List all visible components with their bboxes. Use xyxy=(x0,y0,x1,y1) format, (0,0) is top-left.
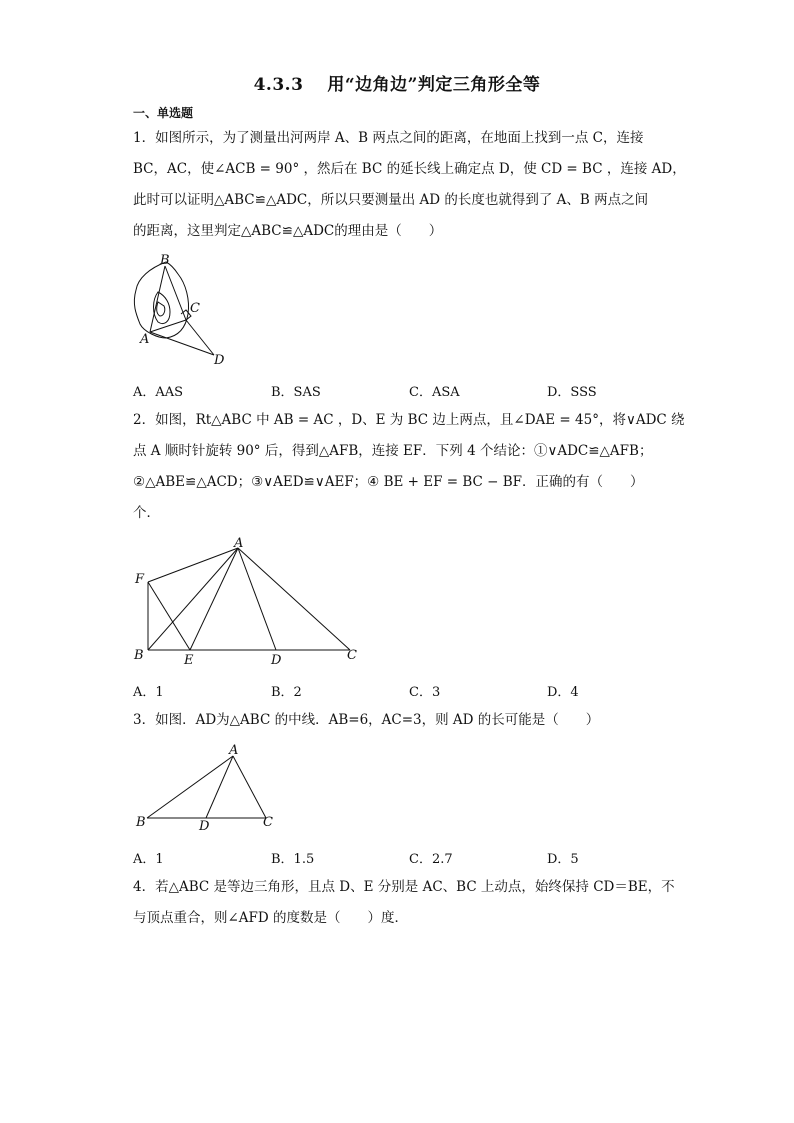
q2-option-b[interactable]: B．2 xyxy=(271,685,302,700)
q2-option-d[interactable]: D．4 xyxy=(547,685,579,700)
q2-line-4: 个． xyxy=(133,505,160,521)
page-title: 4.3.3 用“边角边”判定三角形全等 xyxy=(253,75,541,95)
label-D: D xyxy=(199,819,210,834)
q4-line-1: 4．若△ABC 是等边三角形，且点 D、E 分别是 AC、BC 上动点，始终保持 CD＝BE，不 xyxy=(133,879,675,895)
label-C: C xyxy=(263,815,273,830)
q2-line-1: 2．如图，Rt△ABC 中 AB = AC ，D、E 为 BC 边上两点，且∠DAE = 45°，将∨ADC 绕 xyxy=(133,412,685,428)
q1-option-c[interactable]: C．ASA xyxy=(409,385,460,400)
q2-line-2: 点 A 顺时针旋转 90° 后，得到△AFB，连接 EF．下列 4 个结论：①∨ADC≌△AFB； xyxy=(133,443,653,459)
label-A: A xyxy=(229,743,239,758)
section-heading: 一、单选题 xyxy=(133,106,194,120)
q4-line-2: 与顶点重合，则∠AFD 的度数是（ ）度． xyxy=(133,910,409,926)
q1-line-1: 1．如图所示，为了测量出河两岸 A、B 两点之间的距离，在地面上找到一点 C，连接 xyxy=(133,130,644,146)
label-D: D xyxy=(214,353,225,368)
q3-option-c[interactable]: C．2.7 xyxy=(409,852,453,867)
q1-option-a[interactable]: A．AAS xyxy=(133,385,184,400)
river-inner-contour-2 xyxy=(157,302,165,316)
q1-line-4: 的距离，这里判定△ABC≌△ADC的理由是（ ） xyxy=(133,223,443,239)
q2-rotation-figure xyxy=(130,536,365,668)
label-F: F xyxy=(135,572,145,587)
segment-AB xyxy=(147,756,233,818)
label-C: C xyxy=(190,301,200,316)
label-A: A xyxy=(140,332,150,347)
q3-option-a[interactable]: A．1 xyxy=(133,852,164,867)
label-B: B xyxy=(160,253,170,268)
label-A: A xyxy=(234,536,244,551)
label-B: B xyxy=(136,815,146,830)
q3-option-d[interactable]: D．5 xyxy=(547,852,579,867)
q1-option-d[interactable]: D．SSS xyxy=(547,385,597,400)
label-C: C xyxy=(347,648,357,663)
segment-AC xyxy=(233,756,266,818)
q1-line-3: 此时可以证明△ABC≌△ADC，所以只要测量出 AD 的长度也就得到了 A、B 两点之间 xyxy=(133,192,649,208)
river-outline xyxy=(134,262,188,338)
q3-option-b[interactable]: B．1.5 xyxy=(271,852,315,867)
q1-option-b[interactable]: B．SAS xyxy=(271,385,321,400)
q2-option-a[interactable]: A．1 xyxy=(133,685,164,700)
segment-BA xyxy=(148,548,238,650)
q1-river-figure xyxy=(128,252,238,368)
segment-FE xyxy=(148,582,190,650)
segment-AD xyxy=(238,548,276,650)
q3-median-figure xyxy=(132,742,282,834)
label-D: D xyxy=(271,653,282,668)
q2-option-c[interactable]: C．3 xyxy=(409,685,441,700)
q2-line-3: ②△ABE≌△ACD；③∨AED≌∨AEF；④ BE + EF = BC − BF．正确的有（ ） xyxy=(133,474,644,490)
q3-line-1: 3．如图．AD为△ABC 的中线．AB=6，AC=3，则 AD 的长可能是（ ） xyxy=(133,712,600,728)
label-E: E xyxy=(184,653,194,668)
q1-line-2: BC，AC，使∠ACB = 90° ，然后在 BC 的延长线上确定点 D，使 CD = BC ，连接 AD， xyxy=(133,161,686,177)
label-B: B xyxy=(134,648,144,663)
segment-AC xyxy=(238,548,350,650)
